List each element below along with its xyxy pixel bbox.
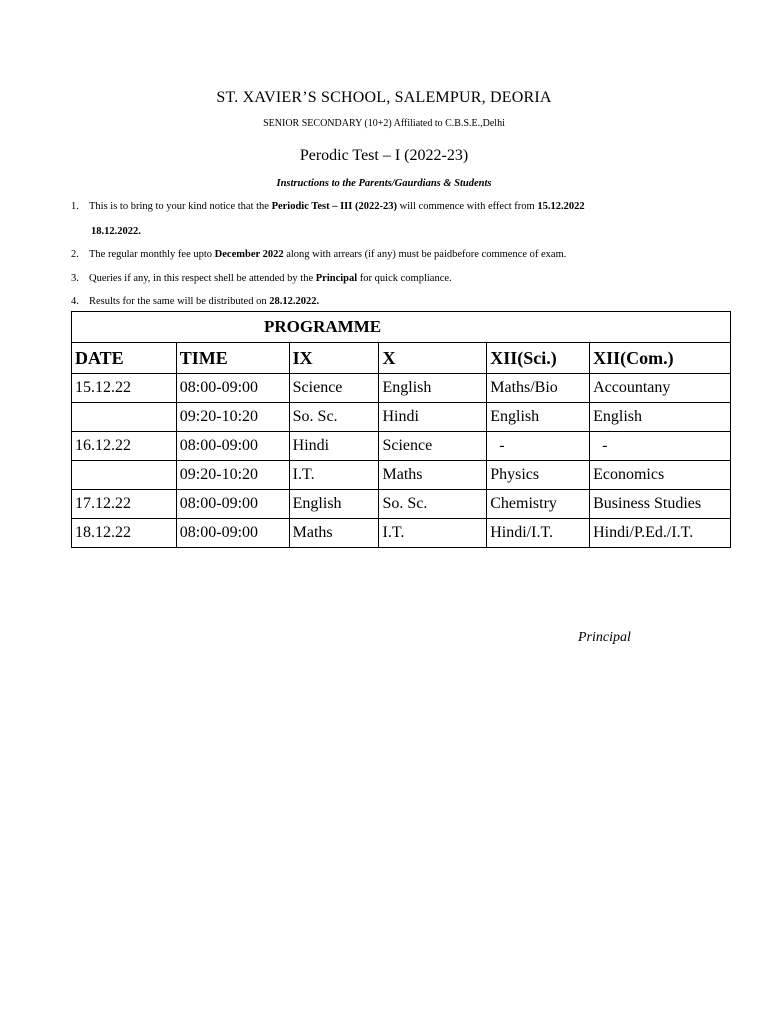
- instruction-item-2: [71, 249, 566, 260]
- xii-com-cell: Accountany: [590, 374, 731, 403]
- x-cell: I.T.: [379, 519, 487, 548]
- item-text: Results for the same will be distributed on: [89, 296, 270, 307]
- column-header-x: X: [379, 343, 487, 374]
- column-header-date: DATE: [72, 343, 177, 374]
- xii-com-cell: Economics: [590, 461, 731, 490]
- time-cell: 08:00-09:00: [176, 519, 289, 548]
- date-cell: 17.12.22: [72, 490, 177, 519]
- xii-com-cell: English: [590, 403, 731, 432]
- item-number: 4.: [71, 296, 79, 307]
- item-bold: December 2022: [214, 249, 284, 260]
- time-cell: 08:00-09:00: [176, 374, 289, 403]
- xii-sci-cell: Physics: [487, 461, 590, 490]
- test-title: Perodic Test – I (2022-23): [299, 147, 469, 164]
- date-cell: 16.12.22: [72, 432, 177, 461]
- ix-cell: Maths: [289, 519, 379, 548]
- xii-sci-cell: -: [487, 432, 590, 461]
- x-cell: Maths: [379, 461, 487, 490]
- affiliation-line: SENIOR SECONDARY (10+2) Affiliated to C.B.S.E.,Delhi: [263, 118, 505, 129]
- xii-com-cell: Hindi/P.Ed./I.T.: [590, 519, 731, 548]
- item-number: 1.: [71, 201, 79, 212]
- programme-table: [71, 311, 731, 548]
- x-cell: English: [379, 374, 487, 403]
- time-cell: 09:20-10:20: [176, 403, 289, 432]
- table-row: [72, 461, 731, 490]
- xii-sci-cell: English: [487, 403, 590, 432]
- item-text: for quick compliance.: [357, 273, 452, 284]
- time-cell: 08:00-09:00: [176, 490, 289, 519]
- x-cell: Hindi: [379, 403, 487, 432]
- date-cell: [72, 461, 177, 490]
- xii-sci-cell: Chemistry: [487, 490, 590, 519]
- item-bold: 28.12.2022.: [269, 296, 320, 307]
- item-bold: Periodic Test – III (2022-23): [271, 201, 397, 212]
- xii-com-cell: Business Studies: [590, 490, 731, 519]
- school-name: ST. XAVIER’S SCHOOL, SALEMPUR, DEORIA: [216, 89, 552, 106]
- instructions-heading: Instructions to the Parents/Gaurdians & Students: [276, 178, 492, 189]
- time-cell: 08:00-09:00: [176, 432, 289, 461]
- column-header-xii-sci: XII(Sci.): [487, 343, 590, 374]
- item-number: 2.: [71, 249, 79, 260]
- date-cell: 18.12.22: [72, 519, 177, 548]
- column-header-ix: IX: [289, 343, 379, 374]
- table-row: [72, 490, 731, 519]
- principal-signature: Principal: [578, 630, 631, 645]
- item-text: Queries if any, in this respect shell be attended by the: [89, 273, 316, 284]
- column-header-time: TIME: [176, 343, 289, 374]
- x-cell: Science: [379, 432, 487, 461]
- date-cell: 15.12.22: [72, 374, 177, 403]
- item-text: The regular monthly fee upto: [89, 249, 215, 260]
- instruction-item-3: [71, 273, 452, 284]
- item-text: will commence with effect from: [396, 201, 538, 212]
- xii-sci-cell: Maths/Bio: [487, 374, 590, 403]
- item-text: This is to bring to your kind notice that the: [89, 201, 272, 212]
- instruction-item-1: [71, 201, 585, 212]
- column-header-xii-com: XII(Com.): [590, 343, 731, 374]
- date-cell: [72, 403, 177, 432]
- column-header-row: [72, 343, 731, 374]
- programme-title-row: [72, 312, 731, 343]
- item-bold: 15.12.2022: [537, 201, 585, 212]
- item-bold: Principal: [315, 273, 358, 284]
- programme-title: PROGRAMME: [72, 312, 731, 343]
- instruction-item-4: [71, 296, 319, 307]
- table-row: [72, 403, 731, 432]
- xii-sci-cell: Hindi/I.T.: [487, 519, 590, 548]
- ix-cell: Science: [289, 374, 379, 403]
- item-number: 3.: [71, 273, 79, 284]
- xii-com-cell: -: [590, 432, 731, 461]
- item-text: along with arrears (if any) must be paidbefore commence of exam.: [283, 249, 567, 260]
- table-row: [72, 519, 731, 548]
- table-row: [72, 432, 731, 461]
- x-cell: So. Sc.: [379, 490, 487, 519]
- ix-cell: I.T.: [289, 461, 379, 490]
- ix-cell: So. Sc.: [289, 403, 379, 432]
- ix-cell: Hindi: [289, 432, 379, 461]
- time-cell: 09:20-10:20: [176, 461, 289, 490]
- table-row: [72, 374, 731, 403]
- instruction-item-1-continuation: 18.12.2022.: [91, 226, 141, 237]
- ix-cell: English: [289, 490, 379, 519]
